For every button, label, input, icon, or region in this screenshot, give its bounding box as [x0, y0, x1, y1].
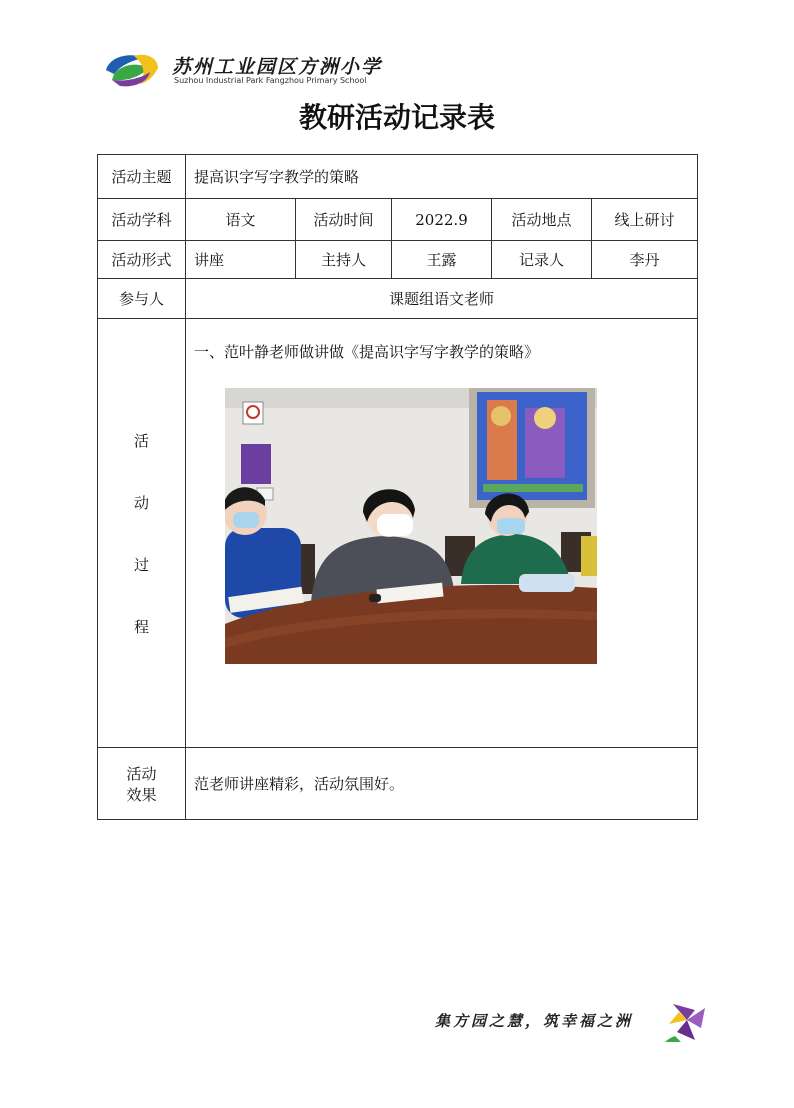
school-logo [104, 50, 414, 90]
process-label [98, 319, 186, 748]
activity-photo [225, 388, 597, 664]
page-title: 教研活动记录表 [298, 101, 495, 134]
participants-label: 参与人 [98, 279, 186, 319]
recorder-label: 记录人 [492, 241, 592, 279]
process-label-char-2: 动 [133, 493, 149, 512]
school-name-english: Suzhou Industrial Park Fangzhou Primary School [174, 76, 367, 85]
flower-logo-icon [665, 998, 710, 1043]
effect-label-line-1: 活动 [126, 764, 157, 783]
process-content [186, 319, 698, 748]
process-label-char-3: 过 [133, 555, 149, 574]
location-value: 线上研讨 [592, 199, 698, 241]
school-emblem-icon [104, 50, 160, 88]
form-label: 活动形式 [98, 241, 186, 279]
activity-record-table [97, 154, 698, 820]
table-row-topic [98, 155, 698, 199]
effect-label-line-2: 效果 [126, 785, 157, 804]
footer-slogan: 集方园之慧，筑幸福之洲 [435, 1012, 634, 1030]
table-row-subject [98, 199, 698, 241]
table-row-form [98, 241, 698, 279]
effect-value: 范老师讲座精彩，活动氛围好。 [186, 748, 698, 820]
subject-label: 活动学科 [98, 199, 186, 241]
table-row-effect [98, 748, 698, 820]
recorder-value: 李丹 [592, 241, 698, 279]
location-label: 活动地点 [492, 199, 592, 241]
subject-value: 语文 [186, 199, 296, 241]
time-value: 2022.9 [392, 199, 492, 241]
topic-value: 提高识字写字教学的策略 [186, 155, 698, 199]
table-row-process [98, 319, 698, 748]
process-label-char-4: 程 [133, 617, 149, 636]
process-label-char-1: 活 [133, 431, 149, 450]
school-name-chinese: 苏州工业园区方洲小学 [172, 56, 383, 78]
form-value: 讲座 [186, 241, 296, 279]
effect-label [98, 748, 186, 820]
table-row-participants [98, 279, 698, 319]
participants-value: 课题组语文老师 [186, 279, 698, 319]
host-value: 王露 [392, 241, 492, 279]
time-label: 活动时间 [296, 199, 392, 241]
process-text: 一、范叶静老师做讲做《提高识字写字教学的策略》 [194, 343, 540, 361]
topic-label: 活动主题 [98, 155, 186, 199]
host-label: 主持人 [296, 241, 392, 279]
